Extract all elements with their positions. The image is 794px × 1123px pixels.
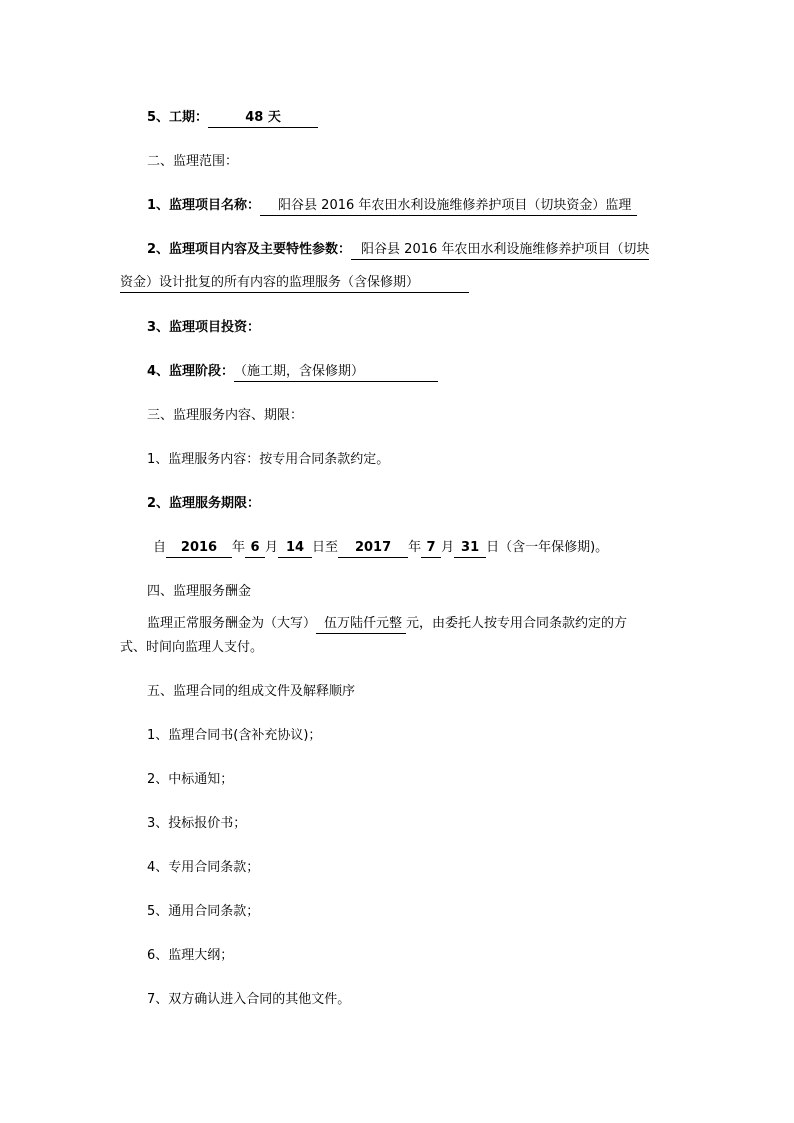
project-content-line-1 [147,242,649,260]
section-heading-documents: 五、监理合同的组成文件及解释顺序 [147,684,356,699]
end-day: 31 [454,540,486,558]
duration-line [147,110,318,128]
section-heading-scope: 二、监理范围： [147,154,239,169]
section-heading-service: 三、监理服务内容、期限： [147,408,304,423]
end-year: 2017 [338,540,408,558]
list-item: 2、中标通知； [147,772,234,787]
project-content-label: 2、监理项目内容及主要特性参数： [147,242,352,257]
fee-post-text: 元，由委托人按专用合同条款约定的方 [406,616,628,631]
project-name-line [147,198,637,216]
to-text: 日至 [312,540,339,555]
month-text-2: 月 [441,540,455,555]
end-month: 7 [421,540,441,558]
fee-amount: 伍万陆仟元整 [316,616,406,634]
project-investment-line: 3、监理项目投资： [147,320,261,335]
service-period-line: 2、监理服务期限： [147,496,261,511]
stage-line [147,364,438,382]
fee-pre-text: 监理正常服务酬金为（大写） [147,616,317,631]
list-item: 4、专用合同条款； [147,860,260,875]
month-text-1: 月 [265,540,279,555]
end-text: 日（含一年保修期)。 [486,540,609,555]
year-text-1: 年 [232,540,246,555]
section-heading-fee: 四、监理服务酬金 [147,584,252,599]
stage-value: （施工期，含保修期） [234,364,438,382]
duration-label: 5、工期： [147,110,209,125]
project-content-line-2 [120,275,469,293]
list-item: 1、监理合同书(含补充协议)； [147,728,322,743]
project-name-value: 阳谷县 2016 年农田水利设施维修养护项目（切块资金）监理 [260,198,637,216]
from-text: 自 [153,540,167,555]
duration-value: 48 天 [208,110,318,128]
fee-line-2: 式、时间向监理人支付。 [120,640,264,655]
project-content-value-a: 阳谷县 2016 年农田水利设施维修养护项目（切块 [351,242,649,260]
list-item: 3、投标报价书； [147,816,247,831]
project-name-label: 1、监理项目名称： [147,198,261,213]
list-item: 7、双方确认进入合同的其他文件。 [147,992,351,1007]
list-item: 5、通用合同条款； [147,904,260,919]
start-year: 2016 [166,540,232,558]
stage-label: 4、监理阶段： [147,364,235,379]
project-content-value-b: 资金）设计批复的所有内容的监理服务（含保修期） [120,275,469,293]
fee-line-1 [147,616,627,634]
year-text-2: 年 [408,540,422,555]
start-day: 14 [278,540,312,558]
service-dates-line [153,540,608,558]
start-month: 6 [245,540,265,558]
service-content-line: 1、监理服务内容：按专用合同条款约定。 [147,452,390,467]
list-item: 6、监理大纲； [147,948,234,963]
